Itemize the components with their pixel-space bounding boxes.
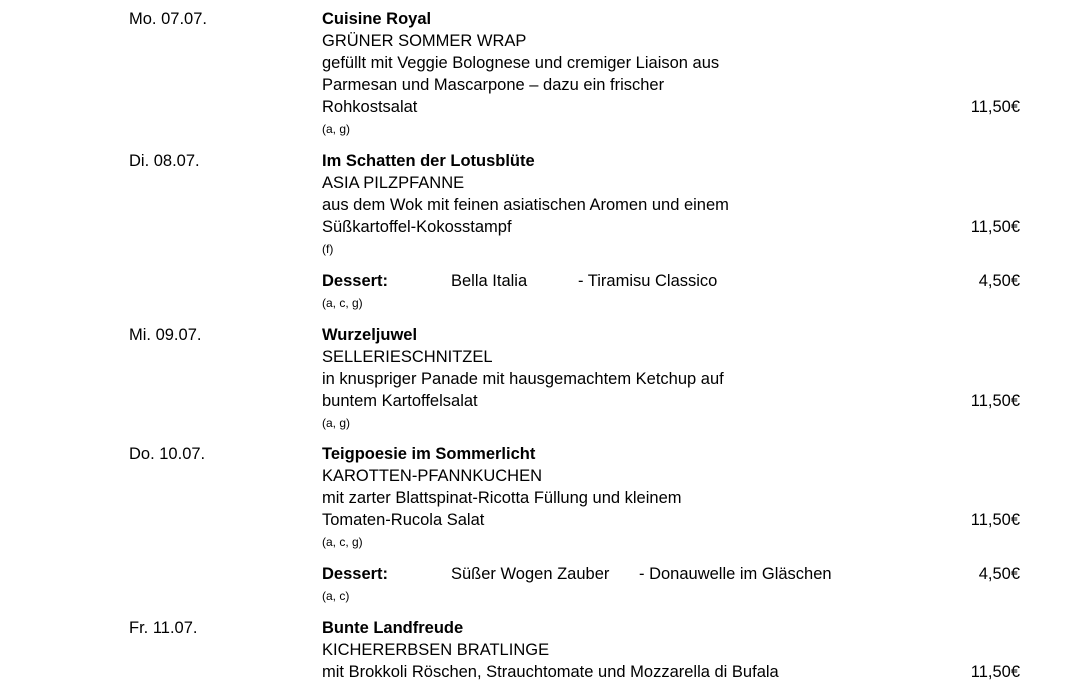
meal-title: Wurzeljuwel [322, 326, 418, 344]
dessert-label: Dessert: [322, 565, 389, 583]
meal-title: Cuisine Royal [322, 10, 432, 28]
day-date: Fr. 11.07. [129, 619, 198, 637]
dessert-name: Süßer Wogen Zauber [451, 565, 610, 583]
dish-name: KAROTTEN-PFANNKUCHEN [322, 467, 543, 485]
day-date: Mi. 09.07. [129, 326, 202, 344]
dish-description-line: in knuspriger Panade mit hausgemachtem Ketchup auf [322, 370, 724, 388]
dessert-description: - Tiramisu Classico [578, 272, 718, 290]
allergen-codes: (a, g) [322, 416, 351, 430]
day-date: Mo. 07.07. [129, 10, 207, 28]
meal-block [322, 324, 882, 434]
meal-block [322, 617, 922, 683]
meal-title: Im Schatten der Lotusblüte [322, 152, 535, 170]
allergen-codes: (a, c) [322, 589, 350, 603]
dessert-price: 4,50€ [978, 272, 1020, 290]
meal-title: Teigpoesie im Sommerlicht [322, 445, 536, 463]
meal-block [322, 8, 882, 140]
meal-block [322, 150, 882, 260]
dish-description-line: Parmesan und Mascarpone – dazu ein frischer [322, 76, 665, 94]
day-date: Do. 10.07. [129, 445, 206, 463]
dish-description-line: aus dem Wok mit feinen asiatischen Aromen und einem [322, 196, 729, 214]
price: 11,50€ [970, 218, 1020, 236]
meal-block [322, 443, 882, 553]
dessert-label: Dessert: [322, 272, 389, 290]
dish-name: KICHERERBSEN BRATLINGE [322, 641, 550, 659]
allergen-codes: (f) [322, 242, 334, 256]
meal-title: Bunte Landfreude [322, 619, 464, 637]
dish-name: SELLERIESCHNITZEL [322, 348, 493, 366]
dessert-price: 4,50€ [978, 565, 1020, 583]
dish-description-line: buntem Kartoffelsalat [322, 392, 478, 410]
price: 11,50€ [970, 98, 1020, 116]
dish-description-line: gefüllt mit Veggie Bolognese und cremiger Liaison aus [322, 54, 720, 72]
dessert-name: Bella Italia [451, 272, 528, 290]
dish-name: ASIA PILZPFANNE [322, 174, 465, 192]
allergen-codes: (a, g) [322, 122, 351, 136]
price: 11,50€ [970, 663, 1020, 681]
allergen-codes: (a, c, g) [322, 296, 363, 310]
allergen-codes: (a, c, g) [322, 535, 363, 549]
dish-description-line: Tomaten-Rucola Salat [322, 511, 485, 529]
price: 11,50€ [970, 392, 1020, 410]
dessert-description: - Donauwelle im Gläschen [639, 565, 832, 583]
price: 11,50€ [970, 511, 1020, 529]
dish-description-line: mit Brokkoli Röschen, Strauchtomate und Mozzarella di Bufala [322, 663, 779, 681]
day-date: Di. 08.07. [129, 152, 200, 170]
dish-name: GRÜNER SOMMER WRAP [322, 32, 527, 50]
dish-description-line: Rohkostsalat [322, 98, 418, 116]
dish-description-line: mit zarter Blattspinat-Ricotta Füllung und kleinem [322, 489, 682, 507]
dish-description-line: Süßkartoffel-Kokosstampf [322, 218, 512, 236]
